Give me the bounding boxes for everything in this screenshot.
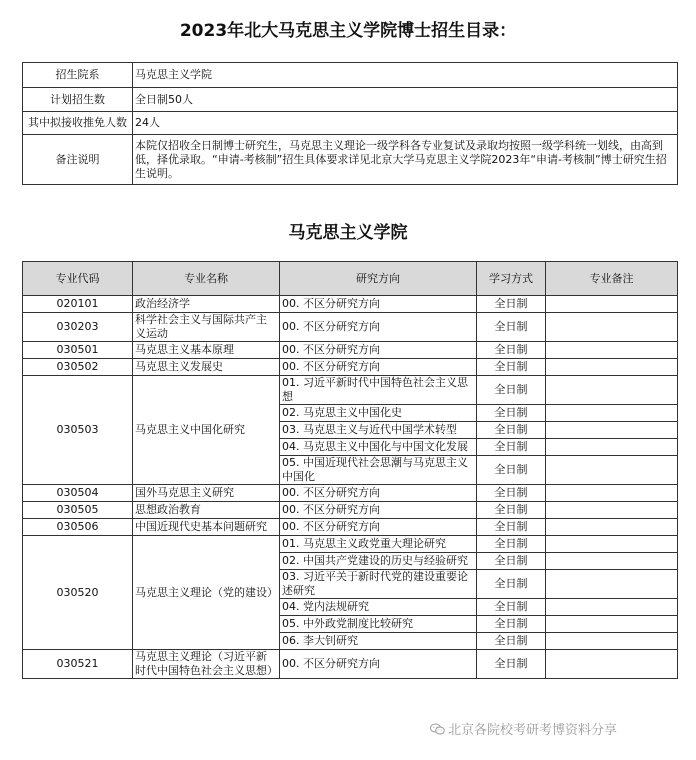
major-note xyxy=(546,296,678,313)
info-row xyxy=(23,63,678,88)
major-note xyxy=(546,405,678,422)
table-row xyxy=(23,536,678,553)
major-name: 马克思主义理论（党的建设） xyxy=(133,536,280,650)
info-label: 计划招生数 xyxy=(23,88,133,112)
study-mode: 全日制 xyxy=(477,650,546,679)
study-mode: 全日制 xyxy=(477,456,546,485)
table-row xyxy=(23,502,678,519)
research-direction: 03. 马克思主义与近代中国学术转型 xyxy=(280,422,477,439)
info-label: 招生院系 xyxy=(23,63,133,88)
research-direction: 04. 党内法规研究 xyxy=(280,599,477,616)
research-direction: 00. 不区分研究方向 xyxy=(280,485,477,502)
major-name: 科学社会主义与国际共产主义运动 xyxy=(133,313,280,342)
info-row xyxy=(23,112,678,135)
info-label: 其中拟接收推免人数 xyxy=(23,112,133,135)
study-mode: 全日制 xyxy=(477,342,546,359)
major-code: 030506 xyxy=(23,519,133,536)
major-note xyxy=(546,616,678,633)
major-note xyxy=(546,485,678,502)
study-mode: 全日制 xyxy=(477,422,546,439)
major-code: 030521 xyxy=(23,650,133,679)
study-mode: 全日制 xyxy=(477,616,546,633)
major-code: 030520 xyxy=(23,536,133,650)
major-note xyxy=(546,536,678,553)
column-header: 专业备注 xyxy=(546,262,678,296)
research-direction: 00. 不区分研究方向 xyxy=(280,359,477,376)
table-row xyxy=(23,650,678,679)
major-name: 马克思主义基本原理 xyxy=(133,342,280,359)
table-row xyxy=(23,359,678,376)
study-mode: 全日制 xyxy=(477,536,546,553)
major-name: 马克思主义中国化研究 xyxy=(133,376,280,485)
watermark xyxy=(430,719,617,738)
major-note xyxy=(546,633,678,650)
major-code: 030503 xyxy=(23,376,133,485)
major-note xyxy=(546,570,678,599)
major-name: 政治经济学 xyxy=(133,296,280,313)
major-note xyxy=(546,650,678,679)
major-name: 马克思主义发展史 xyxy=(133,359,280,376)
research-direction: 05. 中外政党制度比较研究 xyxy=(280,616,477,633)
research-direction: 00. 不区分研究方向 xyxy=(280,296,477,313)
info-value: 24人 xyxy=(133,112,678,135)
major-note xyxy=(546,599,678,616)
major-code: 030504 xyxy=(23,485,133,502)
column-header: 学习方式 xyxy=(477,262,546,296)
research-direction: 01. 马克思主义政党重大理论研究 xyxy=(280,536,477,553)
research-direction: 02. 中国共产党建设的历史与经验研究 xyxy=(280,553,477,570)
majors-table xyxy=(22,261,678,679)
info-value: 全日制50人 xyxy=(133,88,678,112)
research-direction: 03. 习近平关于新时代党的建设重要论述研究 xyxy=(280,570,477,599)
major-name: 思想政治教育 xyxy=(133,502,280,519)
major-code: 030505 xyxy=(23,502,133,519)
major-note xyxy=(546,553,678,570)
info-label: 备注说明 xyxy=(23,135,133,185)
major-note xyxy=(546,313,678,342)
column-header: 专业名称 xyxy=(133,262,280,296)
research-direction: 00. 不区分研究方向 xyxy=(280,342,477,359)
major-note xyxy=(546,439,678,456)
study-mode: 全日制 xyxy=(477,599,546,616)
table-row xyxy=(23,376,678,405)
info-table xyxy=(22,62,678,185)
major-note xyxy=(546,422,678,439)
column-header: 研究方向 xyxy=(280,262,477,296)
major-note xyxy=(546,519,678,536)
table-row xyxy=(23,313,678,342)
table-row xyxy=(23,296,678,313)
study-mode: 全日制 xyxy=(477,359,546,376)
major-name: 马克思主义理论（习近平新时代中国特色社会主义思想） xyxy=(133,650,280,679)
major-note xyxy=(546,342,678,359)
wechat-icon xyxy=(430,723,445,735)
major-code: 030501 xyxy=(23,342,133,359)
research-direction: 00. 不区分研究方向 xyxy=(280,519,477,536)
major-name: 国外马克思主义研究 xyxy=(133,485,280,502)
research-direction: 02. 马克思主义中国化史 xyxy=(280,405,477,422)
study-mode: 全日制 xyxy=(477,553,546,570)
research-direction: 01. 习近平新时代中国特色社会主义思想 xyxy=(280,376,477,405)
major-code: 030502 xyxy=(23,359,133,376)
watermark-text: 北京各院校考研考博资料分享 xyxy=(448,723,618,738)
study-mode: 全日制 xyxy=(477,519,546,536)
study-mode: 全日制 xyxy=(477,633,546,650)
table-row xyxy=(23,342,678,359)
research-direction: 00. 不区分研究方向 xyxy=(280,650,477,679)
study-mode: 全日制 xyxy=(477,485,546,502)
info-value: 本院仅招收全日制博士研究生，马克思主义理论一级学科各专业复试及录取均按照一级学科统一划线，由高到低，择优录取。“申请-考核制”招生具体要求详见北京大学马克思主义学院2023年“申请-考核制”博士研究生招生说明。 xyxy=(133,135,678,185)
column-header: 专业代码 xyxy=(23,262,133,296)
research-direction: 04. 马克思主义中国化与中国文化发展 xyxy=(280,439,477,456)
research-direction: 00. 不区分研究方向 xyxy=(280,502,477,519)
study-mode: 全日制 xyxy=(477,296,546,313)
research-direction: 06. 李大钊研究 xyxy=(280,633,477,650)
major-name: 中国近现代史基本问题研究 xyxy=(133,519,280,536)
major-note xyxy=(546,502,678,519)
research-direction: 00. 不区分研究方向 xyxy=(280,313,477,342)
study-mode: 全日制 xyxy=(477,502,546,519)
info-row xyxy=(23,88,678,112)
major-code: 030203 xyxy=(23,313,133,342)
major-code: 020101 xyxy=(23,296,133,313)
info-row xyxy=(23,135,678,185)
study-mode: 全日制 xyxy=(477,376,546,405)
table-row xyxy=(23,519,678,536)
section-title: 马克思主义学院 xyxy=(288,223,408,243)
major-note xyxy=(546,359,678,376)
page-title: 2023年北大马克思主义学院博士招生目录： xyxy=(179,21,517,41)
table-header-row xyxy=(23,262,678,296)
study-mode: 全日制 xyxy=(477,313,546,342)
info-value: 马克思主义学院 xyxy=(133,63,678,88)
study-mode: 全日制 xyxy=(477,570,546,599)
major-note xyxy=(546,456,678,485)
study-mode: 全日制 xyxy=(477,405,546,422)
study-mode: 全日制 xyxy=(477,439,546,456)
research-direction: 05. 中国近现代社会思潮与马克思主义中国化 xyxy=(280,456,477,485)
table-row xyxy=(23,485,678,502)
major-note xyxy=(546,376,678,405)
